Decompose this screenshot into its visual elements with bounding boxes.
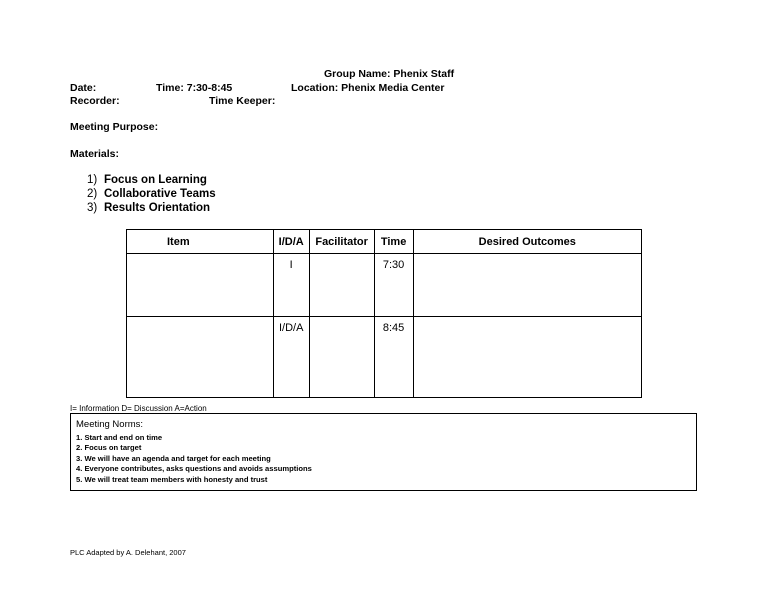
- table-row: [127, 254, 642, 317]
- cell-facilitator: [309, 317, 374, 398]
- list-item: 5. We will treat team members with honesty and trust: [76, 474, 268, 484]
- goal-number: 2): [87, 188, 98, 200]
- goal-number: 1): [87, 174, 98, 186]
- goal-text: Results Orientation: [104, 202, 211, 214]
- cell-item: [127, 254, 274, 317]
- time-keeper-label: Time Keeper:: [209, 95, 276, 107]
- table-row: [127, 317, 642, 398]
- cell-time: 7:30: [374, 254, 413, 317]
- cell-time: 8:45: [374, 317, 413, 398]
- cell-ida: I/D/A: [273, 317, 309, 398]
- goal-item: [87, 174, 207, 186]
- footer-credit: PLC Adapted by A. Delehant, 2007: [70, 548, 186, 557]
- list-item: 2. Focus on target: [76, 443, 142, 453]
- goal-text: Focus on Learning: [104, 174, 207, 186]
- cell-ida: I: [273, 254, 309, 317]
- meeting-norms-box: [70, 413, 697, 491]
- goal-item: [87, 202, 210, 214]
- goal-item: [87, 188, 216, 200]
- table-header-row: [127, 230, 642, 254]
- materials-label: Materials:: [70, 148, 120, 160]
- cell-item: [127, 317, 274, 398]
- time-label: Time: 7:30-8:45: [156, 82, 233, 94]
- list-item: 1. Start and end on time: [76, 433, 163, 442]
- ida-legend: I= Information D= Discussion A=Action: [70, 404, 207, 413]
- col-header-time: Time: [374, 230, 413, 254]
- location-label: Location: Phenix Media Center: [291, 82, 445, 94]
- goal-text: Collaborative Teams: [104, 188, 216, 200]
- date-label: Date:: [70, 82, 97, 94]
- list-item: 4. Everyone contributes, asks questions and avoids assumptions: [76, 464, 312, 474]
- meeting-norms-list: [76, 433, 696, 485]
- meeting-norms-title: Meeting Norms:: [76, 419, 144, 430]
- goal-number: 3): [87, 202, 98, 214]
- cell-facilitator: [309, 254, 374, 317]
- list-item: 3. We will have an agenda and target for each meeting: [76, 453, 271, 463]
- meeting-purpose-label: Meeting Purpose:: [70, 121, 159, 133]
- recorder-label: Recorder:: [70, 95, 120, 107]
- agenda-table: [126, 229, 642, 398]
- col-header-ida: I/D/A: [273, 230, 309, 254]
- col-header-facilitator: Facilitator: [309, 230, 374, 254]
- group-name: Group Name: Phenix Staff: [324, 68, 455, 80]
- col-header-desired-outcomes: Desired Outcomes: [413, 230, 641, 254]
- col-header-item: Item: [127, 230, 274, 254]
- cell-outcomes: [413, 254, 641, 317]
- cell-outcomes: [413, 317, 641, 398]
